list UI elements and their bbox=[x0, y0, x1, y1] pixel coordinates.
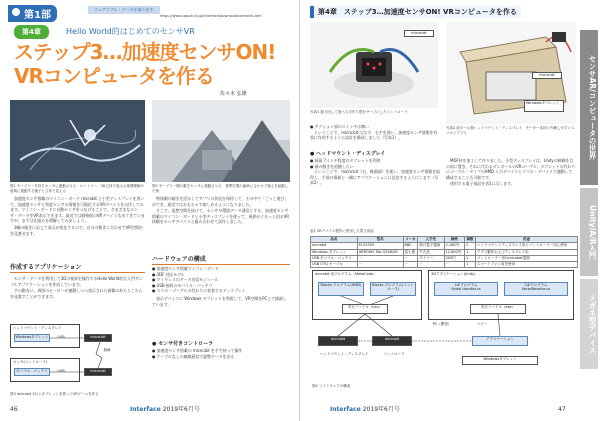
body-right-column-1b bbox=[310, 158, 440, 187]
hmd-label: ヘッドマウント・ディスプレイ bbox=[13, 326, 62, 330]
col-header: 用途 bbox=[475, 237, 577, 243]
table-cell: ARROWS Tab Q508/SE bbox=[357, 249, 403, 255]
title-line-2: VRコンピュータを作る bbox=[14, 64, 214, 88]
list-item: ● USB 接続のモバイル・バッテリ bbox=[152, 282, 213, 288]
table-cell: 1 bbox=[464, 255, 475, 261]
table-cell: コントローラー用のmicrobit電源 bbox=[475, 255, 577, 261]
blocks-hmd-box: Blocks プログラム(HMD) bbox=[318, 282, 364, 296]
win-tablet-box-fig4: Windowsタブレット bbox=[462, 356, 538, 365]
table-cell: 秋月電子通商 bbox=[418, 243, 444, 249]
photo-1-caption: 写真1 振り回して遊べる手作り感をサーフにしたコントローラ bbox=[310, 110, 408, 114]
table-row bbox=[311, 262, 578, 268]
table-cell: ヘッドマウントディスプレイ用とコントローラー用に使用 bbox=[475, 243, 577, 249]
list-item: ● 加速度センサ搭載マイコン・ボード bbox=[152, 266, 219, 271]
makecode-label: microbit 用プログラム（MakeCode） bbox=[315, 272, 377, 276]
list-item: ● ワイヤレスのデータ送信モジュール bbox=[152, 277, 219, 283]
table-cell: 富士通 bbox=[403, 249, 418, 255]
table-cell: 2,160円 bbox=[444, 243, 464, 249]
microbit-a-box: microbit bbox=[318, 336, 358, 346]
microbit-box-2: micro:bit bbox=[84, 368, 112, 376]
list-item: ● スマホ・ゴーグルの代わりに装着するディスプレイ bbox=[152, 288, 246, 294]
paragraph: MDF材を加工して作りました。小型ディスプレイは、Unityの制御を目の前に置き、それに代わるダンボールのVRゴーグル、タブレットの代わりにゴーグル・タイプのHMD 入力デバイスとスマホ・デバイスで連動して構成することも可能です。 bbox=[446, 158, 576, 180]
microbit-b-box: microbit bbox=[372, 336, 412, 346]
copy-label: コピー bbox=[472, 322, 492, 329]
download-url[interactable]: https://www.cqpub.co.jp/interface/download/contents.htm bbox=[160, 14, 262, 18]
photo-2-caption: 写真2 段ボール製ヘッドマウント・ディスプレイ：モーター本体と内蔵しやすいスマホとアプリ bbox=[446, 126, 575, 135]
table-cell: 12,800円 bbox=[444, 249, 464, 255]
col-header: 個数 bbox=[466, 237, 474, 242]
hardware-list bbox=[152, 266, 290, 308]
unity-label: 3Dアプリケーション(Unity) bbox=[431, 272, 476, 276]
blocks-ctrl-box: Blocks プログラム(コントローラ) bbox=[370, 282, 416, 296]
issue-date: 2019年6月号 bbox=[362, 406, 400, 413]
magazine-name: Interface bbox=[330, 406, 361, 413]
pc-dev-label: PC（開発） bbox=[424, 322, 460, 329]
paragraph: 手の動きに、周囲のヒーローが連動しつつ表示された画像のあちらこちらを見渡すことができます。 bbox=[10, 288, 143, 299]
section-heading-hardware: ハードウェアの構成 bbox=[152, 254, 290, 265]
part-label: 第1部 bbox=[8, 5, 57, 22]
paragraph: 表示デバイスに Windows タブレットを利用して、VR空間をPC上で描画しています。 bbox=[152, 295, 287, 307]
col-header: 価格 bbox=[444, 237, 464, 243]
subheading-sensor-controller: ● センサ付きコントローラ bbox=[152, 341, 214, 347]
table-cell: 300円 bbox=[444, 255, 464, 261]
list-item: ● 画面 7インチ程度のタブレットを利用 bbox=[310, 158, 381, 163]
side-tab-unity[interactable]: Unity/A/R入門 bbox=[580, 188, 598, 276]
body-left-column-2 bbox=[10, 276, 145, 300]
side-tab-sensor-ar[interactable]: センサAR/コンピュータの世界 bbox=[580, 30, 598, 185]
table-cell: － bbox=[357, 255, 403, 261]
series-title: Hello World的はじめてのセンサVR bbox=[66, 27, 195, 36]
body-left-column bbox=[10, 196, 145, 237]
magazine-name: Interface bbox=[130, 406, 161, 413]
serial-handler-file: Serial Handler.cs bbox=[451, 287, 481, 291]
section-heading-app: 作成するアプリケーション bbox=[10, 262, 145, 273]
col-header: 入手先 bbox=[418, 237, 444, 243]
figure-3-diagram bbox=[10, 322, 145, 388]
paragraph: ということで、micro:bit（右、後頭部）を使い、加速度センサ情報を取得し、手前の情報と一緒にアプリケーションに送信するようにします（写真2）。 bbox=[310, 169, 440, 186]
photo-1-label-microbit: micro:bit bbox=[404, 30, 434, 37]
subheading-hmd: ● ヘッドマウント・ディスプレイ bbox=[310, 151, 386, 157]
title-line-1: ステップ3…加速度センサON! bbox=[14, 40, 276, 64]
usb-label-1: USB bbox=[54, 335, 68, 341]
photo-2-label-tablet: Windowsタブレット bbox=[524, 100, 564, 112]
magazine-footer-right bbox=[330, 404, 400, 413]
hmd-label-fig4: ヘッドマウント・ディスプレイ bbox=[314, 352, 374, 359]
col-header: メーカ bbox=[403, 237, 418, 243]
controller-label-fig4: コントローラ bbox=[374, 352, 414, 359]
figure-1-image bbox=[10, 100, 145, 182]
figure-2-image bbox=[152, 100, 290, 182]
table-cell: Windows タブレット bbox=[311, 249, 358, 255]
body-right-column-1 bbox=[310, 124, 440, 142]
table-cell: ダイソー bbox=[418, 255, 444, 261]
parts-table bbox=[310, 236, 578, 268]
paragraph: 加速度センサ搭載のマイコン・ボード microbit と小型ディスプレイを用いて、加速度センサと角度センサの情報を可視化するVRデバイスを自作してみます。マイコン・ボードに自動センサをつなげることで、さまざまなセンサ・データをVR表示できます。最近では価格面のVRデバイスも出てきていますが、まずは仕組みを理解してみましょう。 bbox=[10, 196, 145, 224]
serial-receive-file: SerialReceive.cs bbox=[521, 287, 551, 291]
table-cell: － bbox=[403, 262, 418, 268]
chapter-badge: 第4章 bbox=[14, 25, 49, 39]
body-center-column bbox=[152, 196, 290, 226]
figure-2-caption: 図2 モーグリー側の動きセンサに連動させる 基準位置の歯車に合わせて揃えを起動した例 bbox=[152, 184, 289, 193]
battery-box: モバイル・バッテリ bbox=[14, 368, 50, 376]
table-cell: スマートフォン用を使用 bbox=[475, 262, 577, 268]
page-number-right: 47 bbox=[558, 406, 566, 413]
page-number-left: 46 bbox=[10, 406, 18, 413]
exec-hex-box: 実行ファイル（hex） bbox=[342, 304, 388, 314]
figure-4-connectors bbox=[312, 270, 574, 382]
table-cell: USB OTG ケーブル bbox=[311, 262, 358, 268]
col-header: 品名 bbox=[311, 237, 358, 243]
paragraph: センサ・データを利用して3Dの視界を操作するHello World的な入門サンプルアプリケーションを作成しています。 bbox=[10, 276, 143, 287]
table-cell: － bbox=[403, 255, 418, 261]
microbit-box-1: micro:bit bbox=[84, 334, 112, 342]
paragraph: ということで、micro:bit は左手、右手を使い、加速度センサ情報を有効に作用するように設計を構成しました（写真1）。 bbox=[310, 129, 438, 141]
table-cell: microbit bbox=[311, 243, 358, 249]
body-right-column-2 bbox=[446, 158, 576, 188]
chapter-running-head: 第4章 ステップ3…加速度センサON! VRコンピュータを作る bbox=[310, 6, 521, 18]
usb-label-2: USB bbox=[54, 369, 68, 375]
issue-date: 2019年6月号 bbox=[162, 406, 200, 413]
radio-label: 無線 bbox=[100, 348, 114, 354]
bullet-item: ● アクション部のスイッチは無い bbox=[310, 124, 369, 129]
paragraph: 物体側の傾きを活かしてアプリの状況を保持して、その中で「ごっこ遊び」ができ、最近ではおもちゃで楽しめるようになりました。 bbox=[152, 196, 289, 207]
photo-2-label-microbit: micro:bit bbox=[532, 72, 562, 79]
cs-prog-2-title: C#プログラム bbox=[524, 283, 548, 287]
paragraph: そこで、仮想空間を抜けて、センサや環境データ通信とする、加速度センサ搭載のマイコン・ボードと小型ディスプレイを使って、視界がぐるっと回るVR体験をセンサデバイスと組み合わせて試作しました。 bbox=[152, 208, 289, 225]
figure-4-caption: 図4 ソフトウェアの構成 bbox=[312, 384, 351, 388]
figure-1-caption: 図1 モーグリー手持ちセンサに連動させる ルートソー、3D立体で表示さ基礎理解の意義に連動する様子と立体で見える bbox=[10, 184, 144, 193]
cs-prog-1-title: C#プログラム bbox=[454, 283, 478, 287]
col-header: 型名 bbox=[357, 237, 403, 243]
win-tablet-box: Windowsタブレット bbox=[14, 334, 50, 342]
table-cell: － bbox=[444, 262, 464, 268]
table-cell: 2 bbox=[464, 243, 475, 249]
list-item: ● 3DF 対応モデル bbox=[152, 271, 185, 277]
table-cell: 1 bbox=[464, 249, 475, 255]
sensor-list bbox=[152, 348, 290, 359]
magazine-footer-left bbox=[130, 404, 200, 413]
table-cell: － bbox=[357, 262, 403, 268]
table-cell: USB モバイル・バッテリ bbox=[311, 255, 358, 261]
unity-app-box: アプリケーション bbox=[472, 336, 528, 346]
table-cell: BBC bbox=[403, 243, 418, 249]
side-tab-glasses[interactable]: メガネ型デバイス bbox=[580, 279, 598, 369]
controller-label: センサ(コントローラ) bbox=[13, 360, 48, 364]
article-title bbox=[14, 40, 275, 88]
table-cell: 中古品 bbox=[418, 249, 444, 255]
paragraph: 3軸の傾きに応じて表示が変化するので、自分の動きに合わせてVR空間内を見渡せます。 bbox=[10, 224, 143, 236]
table-cell: 1 bbox=[464, 262, 475, 268]
table-cell: M-25353 bbox=[357, 243, 403, 249]
part-subtitle: ウェアラブル・データを取り出す bbox=[88, 6, 160, 14]
list-item: ● 加速度センサ搭載の micro:bit を手で持って操作 bbox=[152, 348, 243, 353]
table-cell: － bbox=[418, 262, 444, 268]
exec-exe-box: 実行ファイル（exe） bbox=[470, 304, 526, 314]
figure-3-connectors bbox=[10, 322, 145, 388]
author: 佐々木 弘隆 bbox=[220, 91, 247, 97]
figure-3-caption: 図3 microbit 2台とタブレットを使ってVRゲームを作る bbox=[10, 392, 99, 396]
table-caption: 表1 VRデバイス製作に使用した電子部品 bbox=[310, 229, 374, 233]
paragraph: 使用する電子部品を表1に示します。 bbox=[450, 181, 515, 187]
list-item: ● 頭の動きを追随したい bbox=[310, 163, 354, 169]
list-item: ● ケーブルなしの無線通信で姿勢データを送る bbox=[152, 353, 235, 359]
table-cell: アプリ動作およびディスプレイ用 bbox=[475, 249, 577, 255]
figure-4-diagram bbox=[312, 270, 574, 382]
